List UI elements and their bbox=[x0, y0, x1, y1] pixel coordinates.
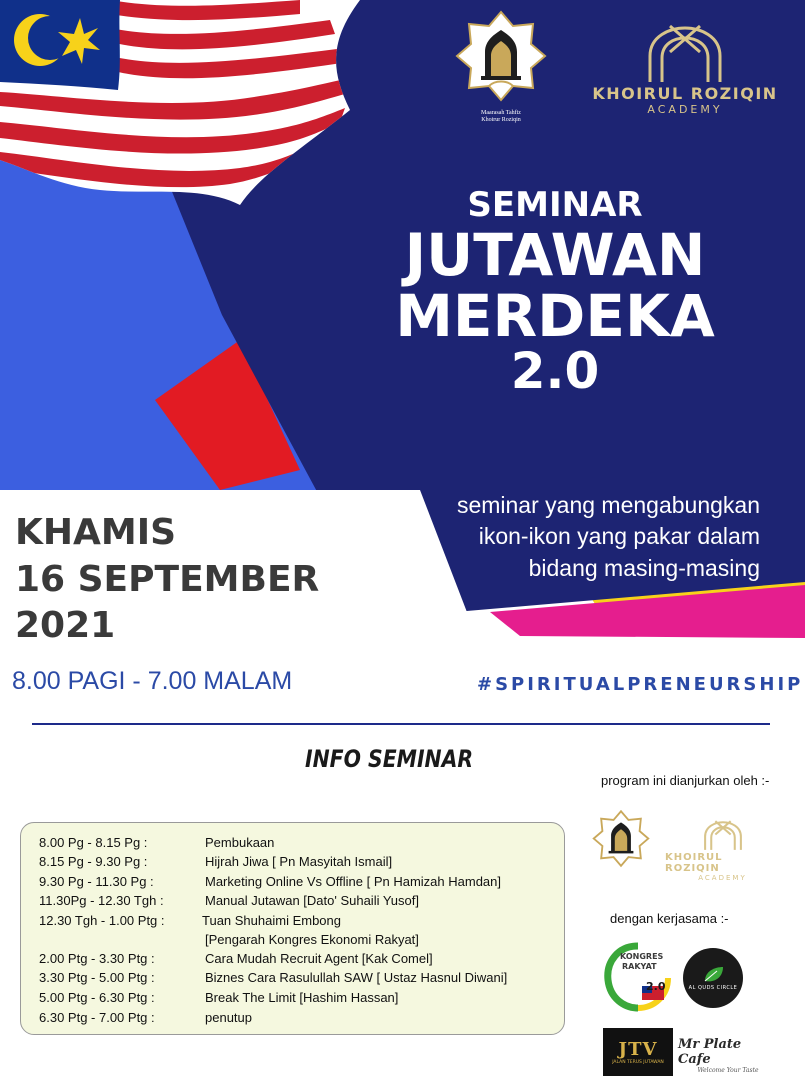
schedule-item: penutup bbox=[205, 1010, 252, 1025]
tagline-line3: bidang masing-masing bbox=[528, 554, 760, 581]
mr-plate-cafe-logo bbox=[678, 1034, 778, 1076]
schedule-time: 11.30Pg - 12.30 Tgh : bbox=[39, 893, 164, 908]
leaf-icon bbox=[701, 965, 725, 985]
madrasah-emblem-icon bbox=[455, 10, 547, 110]
academy-sub: ACADEMY bbox=[647, 103, 723, 116]
schedule-time: 8.15 Pg - 9.30 Pg : bbox=[39, 854, 148, 869]
academy-dome-icon bbox=[700, 818, 746, 852]
schedule-item: Manual Jutawan [Dato' Suhaili Yusof] bbox=[205, 893, 419, 908]
info-seminar-heading: INFO SEMINAR bbox=[305, 745, 474, 773]
al-quds-name: AL QUDS CIRCLE bbox=[688, 985, 738, 991]
schedule-time: 12.30 Tgh - 1.00 Ptg : bbox=[39, 913, 165, 928]
date-year: 2021 bbox=[15, 605, 116, 646]
madrasah-name-line1: Maarasah Tahfiz bbox=[481, 110, 521, 116]
partner-label: dengan kerjasama :- bbox=[610, 911, 729, 926]
divider bbox=[32, 723, 770, 725]
schedule-time: 2.00 Ptg - 3.30 Ptg : bbox=[39, 951, 155, 966]
event-time: 8.00 PAGI - 7.00 MALAM bbox=[12, 667, 293, 695]
title-version: 2.0 bbox=[510, 342, 600, 400]
madrasah-name-line2: Khoirur Roziqin bbox=[481, 117, 521, 124]
title-merdeka: MERDEKA bbox=[395, 282, 715, 350]
schedule-item: Pembukaan bbox=[205, 835, 275, 850]
date-day: KHAMIS bbox=[15, 512, 177, 553]
jtv-logo bbox=[603, 1028, 673, 1076]
schedule-item: Marketing Online Vs Offline [ Pn Hamizah Hamdan] bbox=[205, 874, 502, 889]
organizer-label: program ini dianjurkan oleh :- bbox=[601, 773, 770, 788]
schedule-time: 5.00 Ptg - 6.30 Ptg : bbox=[39, 990, 155, 1005]
tagline bbox=[370, 490, 760, 584]
schedule-item: Cara Mudah Recruit Agent [Kak Comel] bbox=[205, 951, 433, 966]
madrasah-logo bbox=[455, 10, 547, 145]
schedule-time: 3.30 Ptg - 5.00 Ptg : bbox=[39, 970, 155, 985]
academy-brand: KHOIRUL ROZIQIN bbox=[592, 84, 778, 103]
kongres-number: 2.0 bbox=[646, 980, 666, 993]
schedule-item: Hijrah Jiwa [ Pn Masyitah Ismail] bbox=[205, 854, 393, 869]
malaysia-flag bbox=[0, 0, 360, 205]
hashtag: #SPIRITUALPRENEURSHIP bbox=[477, 674, 804, 695]
mr-plate-sub: Welcome Your Taste bbox=[697, 1066, 759, 1074]
academy-sub-small: ACADEMY bbox=[698, 874, 747, 882]
schedule-time: 6.30 Ptg - 7.00 Ptg : bbox=[39, 1010, 155, 1025]
schedule-box bbox=[20, 822, 565, 1035]
schedule-item: Biznes Cara Rasulullah SAW [ Ustaz Hasnul Diwani] bbox=[205, 970, 508, 985]
jtv-mark: JTV bbox=[618, 1039, 658, 1060]
jtv-sub: JALAN TERUS JUTAWAN bbox=[612, 1060, 664, 1065]
date-date: 16 SEPTEMBER bbox=[15, 559, 320, 600]
kongres-line2: RAKYAT bbox=[622, 962, 657, 971]
al-quds-circle-logo bbox=[683, 948, 743, 1008]
schedule-time: 8.00 Pg - 8.15 Pg : bbox=[39, 835, 148, 850]
academy-brand-small: KHOIRUL ROZIQIN bbox=[665, 852, 723, 874]
academy-dome-icon bbox=[640, 22, 730, 84]
schedule-time: 9.30 Pg - 11.30 Pg : bbox=[39, 874, 154, 889]
title-seminar: SEMINAR bbox=[467, 185, 643, 225]
academy-logo-small bbox=[665, 818, 780, 883]
tagline-line1: seminar yang mengabungkan bbox=[456, 492, 760, 518]
academy-logo bbox=[585, 22, 785, 127]
kongres-rakyat-logo bbox=[602, 942, 674, 1012]
title-jutawan: JUTAWAN bbox=[404, 221, 706, 289]
schedule-item: Tuan Shuhaimi Embong bbox=[202, 913, 341, 928]
kongres-line1: KONGRES bbox=[620, 952, 664, 961]
schedule-item: Break The Limit [Hashim Hassan] bbox=[205, 990, 399, 1005]
madrasah-logo-small bbox=[590, 810, 652, 890]
schedule-item: [Pengarah Kongres Ekonomi Rakyat] bbox=[205, 932, 419, 947]
tagline-line2: ikon-ikon yang pakar dalam bbox=[478, 523, 760, 550]
madrasah-emblem-icon bbox=[592, 810, 650, 872]
mr-plate-name: Mr Plate Cafe bbox=[678, 1036, 742, 1067]
